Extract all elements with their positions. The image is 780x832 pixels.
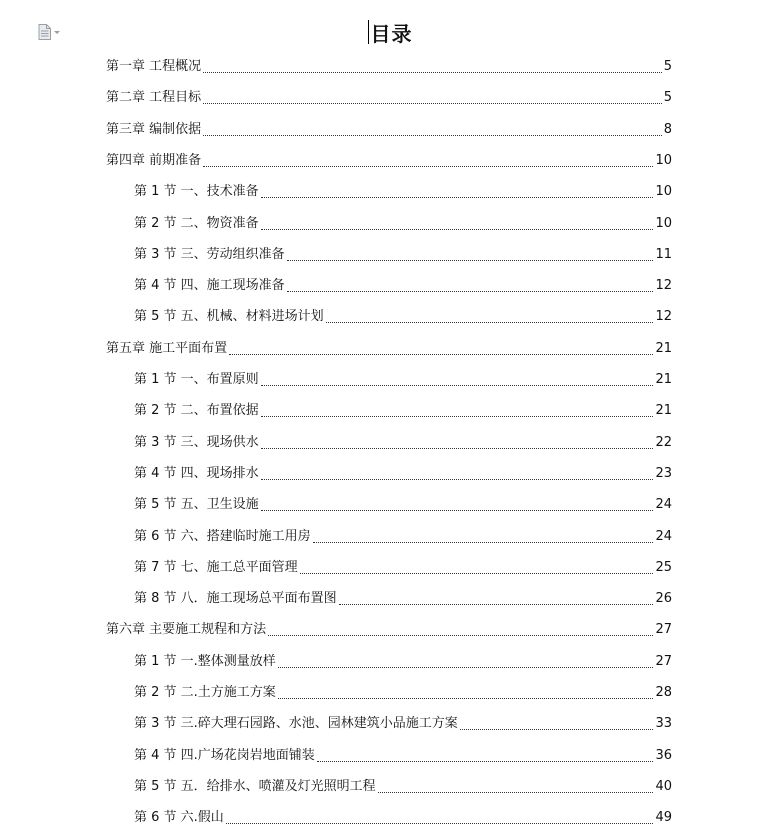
toc-entry-page-number: 10 xyxy=(655,152,672,168)
toc-entry-title: 第 3 节 三.碎大理石园路、水池、园林建筑小品施工方案 xyxy=(134,716,458,732)
toc-entry-title: 第 2 节 二.土方施工方案 xyxy=(134,685,276,700)
toc-entry[interactable] xyxy=(106,338,672,358)
toc-dot-leader xyxy=(261,510,654,511)
toc-entry[interactable] xyxy=(134,369,672,389)
toc-entry[interactable] xyxy=(134,651,672,671)
toc-dot-leader xyxy=(229,354,653,355)
toc-entry[interactable] xyxy=(134,557,672,577)
toc-dot-leader xyxy=(317,761,654,762)
toc-entry[interactable] xyxy=(106,150,672,170)
toc-entry-page-number: 21 xyxy=(655,340,672,356)
toc-entry-title: 第 3 节 三、劳动组织准备 xyxy=(134,246,285,262)
toc-dot-leader xyxy=(326,322,654,323)
toc-entry-title: 第 6 节 六、搭建临时施工用房 xyxy=(134,528,311,544)
toc-entry[interactable] xyxy=(106,619,672,639)
toc-entry-title: 第六章 主要施工规程和方法 xyxy=(106,622,267,638)
toc-entry-title: 第 1 节 一、布置原则 xyxy=(134,372,259,387)
toc-dot-leader xyxy=(261,448,654,449)
toc-dot-leader xyxy=(300,573,654,574)
toc-entry-title: 第 5 节 五、卫生设施 xyxy=(134,497,259,513)
toc-entry[interactable] xyxy=(106,119,672,139)
toc-entry[interactable] xyxy=(134,400,672,420)
toc-entry-title: 第 5 节 五．给排水、喷灌及灯光照明工程 xyxy=(134,778,376,794)
toc-entry-page-number: 8 xyxy=(663,121,672,137)
toc-dot-leader xyxy=(339,604,654,605)
toc-entry-page-number: 25 xyxy=(655,559,672,575)
toc-entry-page-number: 24 xyxy=(655,497,672,513)
toc-dot-leader xyxy=(261,416,654,417)
toc-entry-page-number: 10 xyxy=(655,215,672,231)
toc-entry[interactable] xyxy=(134,213,672,233)
toc-entry-title: 第 6 节 六.假山 xyxy=(134,810,224,826)
toc-entry-title: 第 1 节 一.整体测量放样 xyxy=(134,653,276,669)
toc-entry-page-number: 40 xyxy=(655,778,672,794)
toc-entry[interactable] xyxy=(134,244,672,264)
toc-entry-title: 第一章 工程概况 xyxy=(106,59,202,74)
toc-entry-title: 第 5 节 五、机械、材料进场计划 xyxy=(134,309,324,325)
toc-entry-title: 第 4 节 四、现场排水 xyxy=(134,465,259,481)
toc-entry[interactable] xyxy=(134,432,672,452)
toc-entry[interactable] xyxy=(134,588,672,608)
toc-dot-leader xyxy=(313,542,654,543)
toc-entry-title: 第五章 施工平面布置 xyxy=(106,340,228,356)
toc-entry-title: 第四章 前期准备 xyxy=(106,152,202,168)
toc-dot-leader xyxy=(261,479,654,480)
toc-entry[interactable] xyxy=(106,87,672,107)
toc-entry-page-number: 12 xyxy=(655,278,672,294)
toc-entry-title: 第 2 节 二、物资准备 xyxy=(134,215,259,231)
toc-dot-leader xyxy=(261,385,654,386)
toc-dot-leader xyxy=(203,103,662,104)
toc-entry-page-number: 11 xyxy=(655,246,672,262)
toc-dot-leader xyxy=(261,197,654,198)
toc-dot-leader xyxy=(261,229,654,230)
toc-entry-page-number: 24 xyxy=(655,528,672,544)
toc-dot-leader xyxy=(268,635,653,636)
toc-entry[interactable] xyxy=(134,306,672,326)
toc-entry-page-number: 21 xyxy=(655,403,672,419)
page-title-text: 目录 xyxy=(370,22,413,46)
toc-dot-leader xyxy=(203,166,653,167)
toc-entry[interactable] xyxy=(106,56,672,76)
toc-entry-page-number: 23 xyxy=(655,465,672,481)
toc-entry[interactable] xyxy=(134,275,672,295)
toc-entry-title: 第 2 节 二、布置依据 xyxy=(134,403,259,419)
toc-dot-leader xyxy=(203,72,662,73)
toc-entry[interactable] xyxy=(134,776,672,796)
toc-entry[interactable] xyxy=(134,807,672,827)
toc-dot-leader xyxy=(203,135,662,136)
toc-entry-title: 第三章 编制依据 xyxy=(106,121,202,137)
toc-entry-page-number: 27 xyxy=(655,653,672,669)
toc-entry-page-number: 21 xyxy=(655,372,672,387)
toc-entry-title: 第 7 节 七、施工总平面管理 xyxy=(134,559,298,575)
toc-entry-page-number: 26 xyxy=(655,591,672,607)
page-title[interactable] xyxy=(368,18,413,47)
toc-entry-page-number: 33 xyxy=(655,716,672,732)
toc-entry-title: 第 3 节 三、现场供水 xyxy=(134,434,259,450)
toc-entry[interactable] xyxy=(134,713,672,733)
toc-entry-title: 第 4 节 四、施工现场准备 xyxy=(134,278,285,294)
toc-dot-leader xyxy=(278,667,654,668)
toc-entry-title: 第二章 工程目标 xyxy=(106,90,202,106)
toc-entry-title: 第 1 节 一、技术准备 xyxy=(134,184,259,200)
toc-entry-page-number: 10 xyxy=(655,184,672,200)
toc-entry-page-number: 22 xyxy=(655,434,672,450)
toc-entry-title: 第 4 节 四.广场花岗岩地面铺装 xyxy=(134,747,315,763)
toc-dot-leader xyxy=(287,260,654,261)
toc-entry-page-number: 12 xyxy=(655,309,672,325)
toc-entry-page-number: 27 xyxy=(655,622,672,638)
title-row xyxy=(0,18,780,47)
toc-entry-page-number: 28 xyxy=(655,685,672,700)
toc-dot-leader xyxy=(460,729,654,730)
toc-entry-page-number: 36 xyxy=(655,747,672,763)
toc-entry[interactable] xyxy=(134,526,672,546)
toc-entry-page-number: 49 xyxy=(655,810,672,826)
toc-dot-leader xyxy=(278,698,654,699)
toc-dot-leader xyxy=(378,792,654,793)
toc-entry[interactable] xyxy=(134,463,672,483)
toc-entry-title: 第 8 节 八．施工现场总平面布置图 xyxy=(134,591,337,607)
text-cursor xyxy=(368,20,369,44)
toc-entry[interactable] xyxy=(134,682,672,702)
toc-entry[interactable] xyxy=(134,745,672,765)
toc-entry[interactable] xyxy=(134,494,672,514)
toc-entry-page-number: 5 xyxy=(663,90,672,106)
toc-dot-leader xyxy=(287,291,654,292)
toc-dot-leader xyxy=(226,823,654,824)
toc-entry-page-number: 5 xyxy=(663,59,672,74)
toc-entry[interactable] xyxy=(134,181,672,201)
